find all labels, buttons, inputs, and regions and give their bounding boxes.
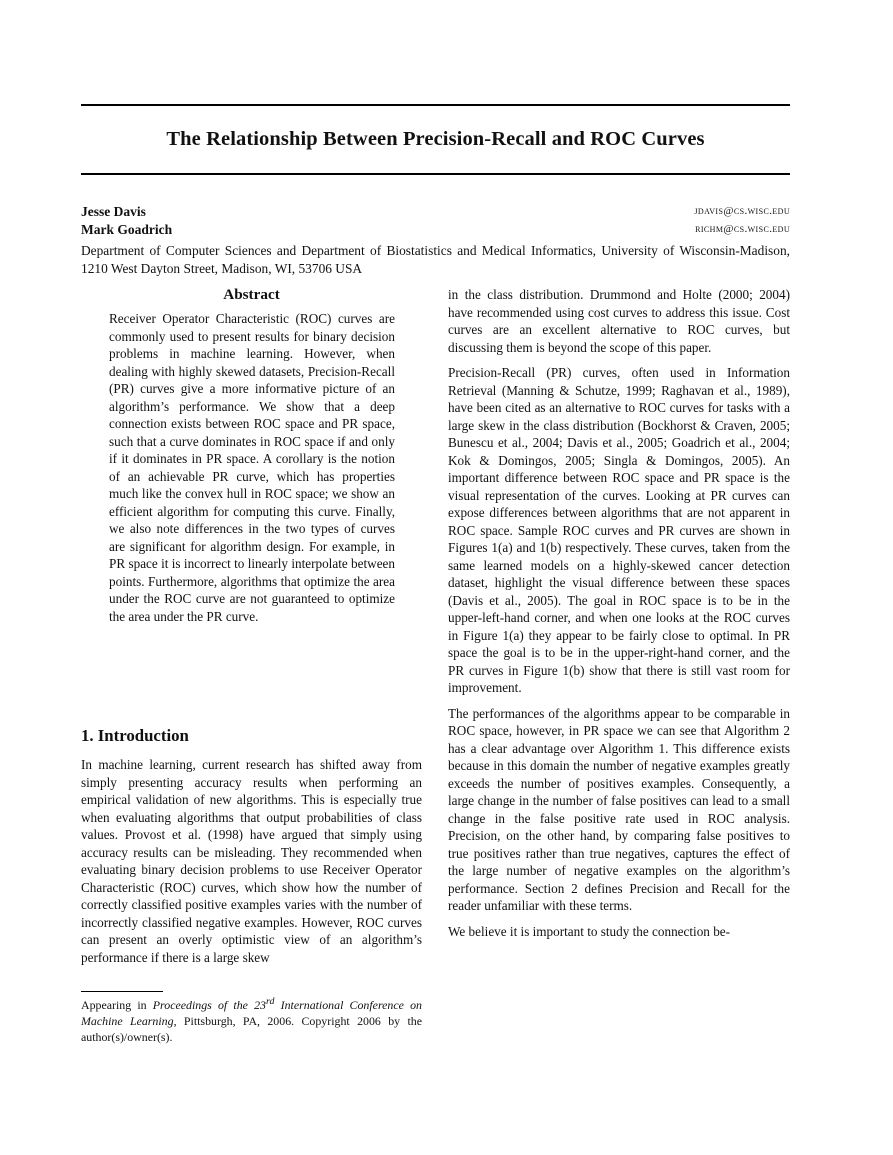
author-email: jdavis@cs.wisc.edu xyxy=(694,205,790,217)
body-paragraph: Precision-Recall (PR) curves, often used in Information Retrieval (Manning & Schutze, 1999; Raghavan et al., 1989), have been cited as an alternative to ROC curves for tasks with a large skew in the class distribution (Bockhorst & Craven, 2005; Bunescu et al., 2004; Davis et al., 2005; Goadrich et al., 2004; Kok & Domingos, 2005; Singla & Domingos, 2005). An important difference between ROC space and PR space is the visual representation of the curves. Looking at PR curves can expose differences between algorithms that are not apparent in ROC space. Sample ROC curves and PR curves are shown in Figures 1(a) and 1(b) respectively. These curves, taken from the same learned models on a highly-skewed cancer detection dataset, highlight the visual difference between these spaces (Davis et al., 2005). The goal in ROC space is to be in the upper-left-hand corner, and when one looks at the ROC curves in Figure 1(a) they appear to be fairly close to optimal. In PR space the goal is to be in the upper-right-hand corner, and the PR curves in Figure 1(b) show that there is still vast room for improvement. xyxy=(448,365,790,695)
title-top-rule xyxy=(81,104,790,106)
body-paragraph: The performances of the algorithms appear to be comparable in ROC space, however, in PR space we can see that Algorithm 2 has a clear advantage over Algorithm 1. This difference exists because in this domain the number of negative examples greatly exceeds the number of positives examples. Consequently, a large change in the number of false positives can lead to a small change in the false positive rate used in ROC analysis. Precision, on the other hand, by comparing false positives to true positives rather than true negatives, captures the effect of the large number of negative examples on the algorithm’s performance. Section 2 defines Precision and Recall for the reader unfamiliar with these terms. xyxy=(448,705,790,913)
footnote-venue-superscript: rd xyxy=(266,996,275,1007)
footnote-suffix: , Pittsburgh, PA, 2006. Copyright 2006 by the author(s)/owner(s). xyxy=(81,1013,422,1044)
introduction-body: In machine learning, current research has shifted away from simply presenting accuracy results when performing an empirical validation of new algorithms. This is especially true when evaluating algorithms that output probabilities of class values. Provost et al. (1998) have argued that simply using accuracy results can be misleading. They recommended when evaluating binary decision problems to use Receiver Operator Characteristic (ROC) curves, which show how the number of correctly classified positive examples varies with the number of incorrectly classified negative examples. However, ROC curves can present an overly optimistic view of an algorithm’s performance if there is a large skew xyxy=(81,757,422,965)
abstract-body: Receiver Operator Characteristic (ROC) curves are commonly used to present results for binary decision problems in machine learning. However, when dealing with highly skewed datasets, Precision-Recall (PR) curves give a more informative picture of an algorithm’s performance. We show that a deep connection exists between ROC space and PR space, such that a curve dominates in ROC space if and only if it dominates in PR space. A corollary is the notion of an achievable PR curve, which has properties much like the convex hull in ROC space; we show an efficient algorithm for computing this curve. Finally, we also note differences in the two types of curves are significant for algorithm design. For example, in PR space it is incorrect to linearly interpolate between points. Furthermore, algorithms that optimize the area under the ROC curve are not guaranteed to optimize the area under the PR curve. xyxy=(109,311,395,624)
body-paragraph: We believe it is important to study the connection be- xyxy=(448,923,731,939)
author-block xyxy=(81,222,790,238)
footnote-rule xyxy=(81,991,163,992)
paper-title: The Relationship Between Precision-Recall and ROC Curves xyxy=(166,128,705,150)
title-bottom-rule xyxy=(81,173,790,175)
section-heading-introduction: 1. Introduction xyxy=(81,726,189,745)
body-paragraph: in the class distribution. Drummond and Holte (2000; 2004) have recommended using cost curves to address this issue. Cost curves are an excellent alternative to ROC curves, but discussing them is beyond the scope of this paper. xyxy=(448,287,790,355)
author-block xyxy=(81,204,790,220)
author-name: Jesse Davis xyxy=(81,204,146,219)
abstract-heading: Abstract xyxy=(223,286,280,303)
footnote-prefix: Appearing in xyxy=(81,997,153,1012)
right-column xyxy=(448,286,790,948)
left-column xyxy=(81,286,422,1044)
author-name: Mark Goadrich xyxy=(81,222,173,237)
author-email: richm@cs.wisc.edu xyxy=(695,223,790,235)
affiliation: Department of Computer Sciences and Department of Biostatistics and Medical Informatics, University of Wisconsin-Madison, 1210 West Dayton Street, Madison, WI, 53706 USA xyxy=(81,243,790,276)
footnote-venue-end: International Conference on Machine Learning xyxy=(81,997,422,1028)
footnote xyxy=(81,994,422,1045)
footnote-venue-start: Proceedings of the 23 xyxy=(152,997,266,1012)
